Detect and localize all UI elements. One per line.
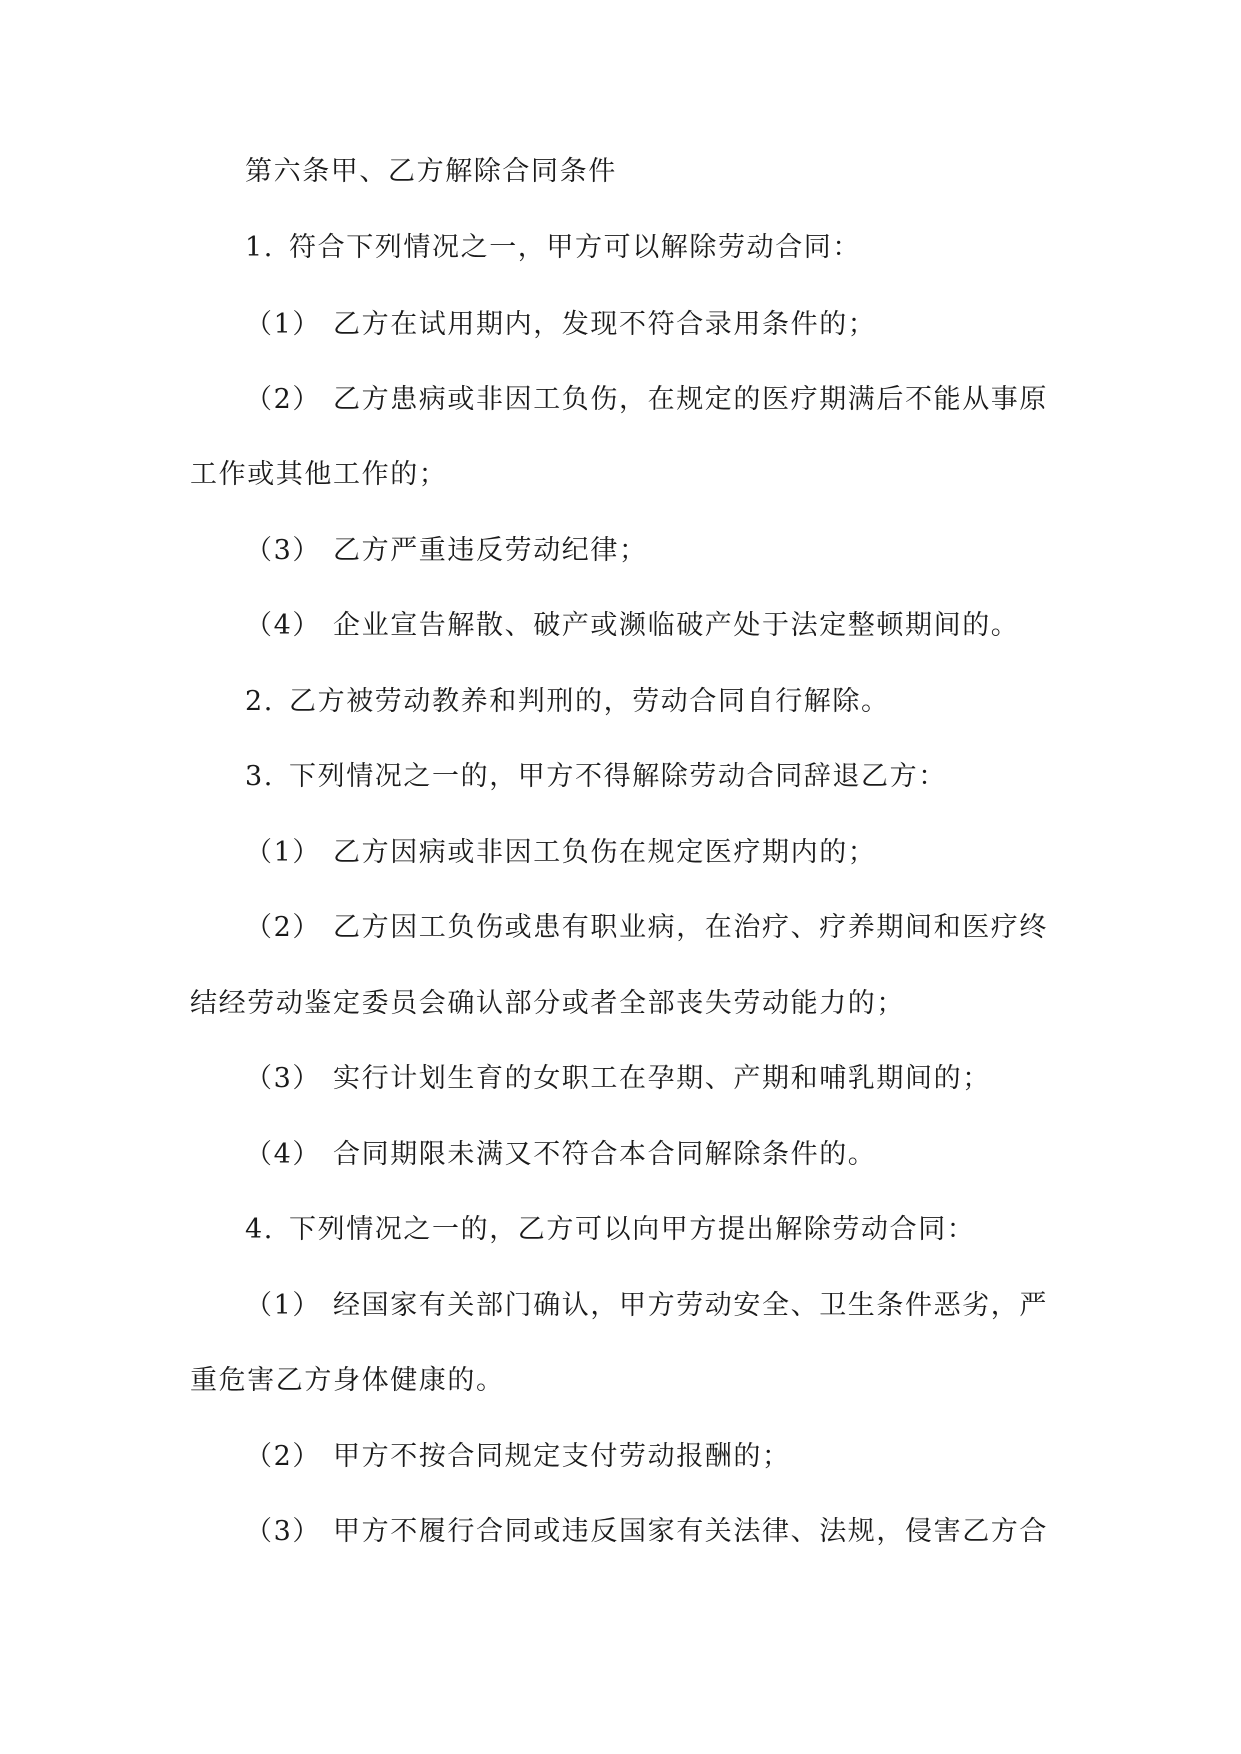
clause-4: 4. 下列情况之一的，乙方可以向甲方提出解除劳动合同： [245, 1210, 1125, 1250]
sub-clause-number: （4） [245, 1139, 321, 1170]
sub-clause-number: （1） [245, 837, 321, 868]
continuation-line: 工作或其他工作的； [190, 459, 448, 490]
sub-clause-number: （1） [245, 309, 321, 340]
sub-clause-number: （2） [245, 912, 321, 943]
sub-clause: （3） 甲方不履行合同或违反国家有关法律、法规，侵害乙方合 [245, 1512, 1125, 1552]
sub-clause-number: （3） [245, 535, 321, 566]
sub-clause-number: （3） [245, 1063, 321, 1094]
article-heading: 第六条甲、乙方解除合同条件 [245, 156, 617, 187]
clause-2: 2. 乙方被劳动教养和判刑的，劳动合同自行解除。 [245, 682, 1125, 722]
clause-number: 1. [245, 232, 274, 263]
clause-number: 2. [245, 686, 274, 717]
continuation-line: 结经劳动鉴定委员会确认部分或者全部丧失劳动能力的； [190, 988, 905, 1019]
sub-clause: （2） 甲方不按合同规定支付劳动报酬的； [245, 1437, 1125, 1477]
sub-clause: （1） 经国家有关部门确认，甲方劳动安全、卫生条件恶劣，严 [245, 1286, 1125, 1326]
sub-clause: （1） 乙方因病或非因工负伤在规定医疗期内的； [245, 833, 1125, 873]
sub-clause: （3） 乙方严重违反劳动纪律； [245, 531, 1125, 571]
clause-3: 3. 下列情况之一的，甲方不得解除劳动合同辞退乙方： [245, 757, 1125, 797]
sub-clause-number: （2） [245, 384, 321, 415]
sub-clause: （4） 合同期限未满又不符合本合同解除条件的。 [245, 1135, 1125, 1175]
sub-clause-number: （3） [245, 1516, 321, 1547]
sub-clause: （2） 乙方患病或非因工负伤，在规定的医疗期满后不能从事原 [245, 380, 1125, 420]
continuation-line: 重危害乙方身体健康的。 [190, 1365, 505, 1396]
sub-clause: （4） 企业宣告解散、破产或濒临破产处于法定整顿期间的。 [245, 606, 1125, 646]
clause-1: 1. 符合下列情况之一，甲方可以解除劳动合同： [245, 228, 1125, 268]
sub-clause-number: （2） [245, 1441, 321, 1472]
sub-clause: （1） 乙方在试用期内，发现不符合录用条件的； [245, 305, 1125, 345]
sub-clause: （3） 实行计划生育的女职工在孕期、产期和哺乳期间的； [245, 1059, 1125, 1099]
sub-clause: （2） 乙方因工负伤或患有职业病，在治疗、疗养期间和医疗终 [245, 908, 1125, 948]
sub-clause-number: （4） [245, 610, 321, 641]
clause-number: 4. [245, 1214, 274, 1245]
sub-clause-number: （1） [245, 1290, 321, 1321]
clause-number: 3. [245, 761, 274, 792]
